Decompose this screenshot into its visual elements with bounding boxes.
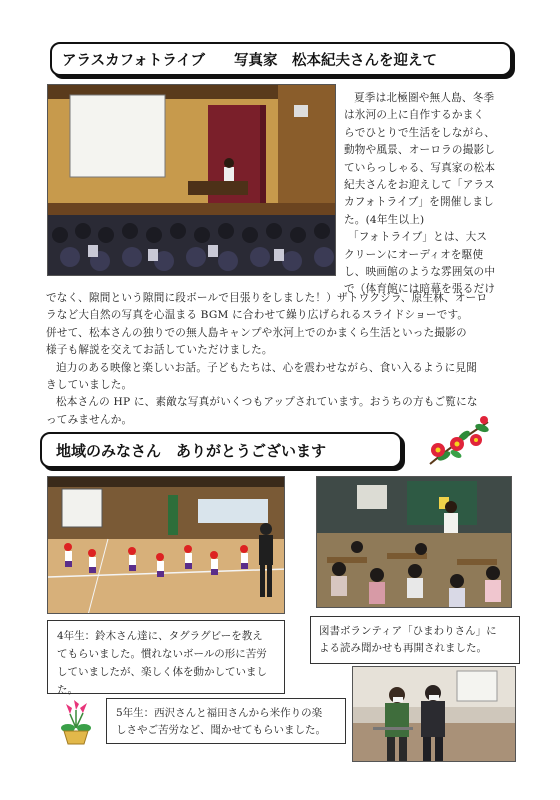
caption-line: しさやご苦労など、聞かせてもらいました。 — [116, 724, 326, 736]
text-line: 併せて、松本さんの独りでの無人島キャンプや氷河上でのかまくら生活といった撮影の — [46, 326, 467, 339]
text-line: 様子も解説を交えてお話していただけました。 — [46, 344, 273, 357]
text-line: 紀夫さんをお迎えして「アラス — [344, 179, 495, 192]
photo-tag-rugby — [47, 476, 285, 614]
text-line: 「フォトライブ」とは、大ス — [348, 231, 488, 244]
caption-grade4-tag-rugby — [47, 620, 285, 694]
text-line: ってみませんか。 — [46, 413, 133, 426]
section-title-photo-live — [50, 42, 512, 76]
camellia-flower-illustration — [424, 414, 494, 470]
text-line: きしていました。 — [46, 379, 133, 392]
caption-line: 図書ボランティア「ひまわりさん」に — [319, 625, 497, 637]
text-line: カフォトライブ」を開催しまし — [344, 196, 494, 209]
text-line: た。(4年生以上) — [344, 213, 425, 226]
photo-gym-presentation — [47, 84, 336, 276]
caption-line: していましたが、楽しく体を動かしていまし — [57, 666, 267, 678]
caption-line: てもらいました。慣れないボールの形に苦労 — [57, 648, 267, 660]
caption-library-volunteers — [310, 616, 520, 664]
text-line: 迫力のある映像と楽しいお話。子どもたちは、心を震わせながら、食い入るように見聞 — [56, 361, 477, 374]
caption-line: た。 — [57, 684, 78, 696]
caption-line: よる読み聞かせも再開されました。 — [319, 642, 487, 654]
text-line: クリーンにオーディオを駆使 — [344, 248, 484, 261]
text-line: 動物や風景、オーロラの撮影し — [344, 144, 496, 157]
text-line: で（体育館には暗幕を張るだけ — [344, 283, 496, 296]
caption-line: 5年生：西沢さんと福田さんから米作りの楽 — [116, 707, 323, 719]
text-line: し、映画館のような雰囲気の中 — [344, 266, 496, 279]
article-body-right-column — [344, 90, 520, 299]
article-body-full-width — [46, 290, 520, 429]
text-line: 夏季は北極圏や無人島、冬季 — [354, 92, 495, 104]
text-line: 松本さんの HP に、素敵な写真がいくつもアップされています。おうちの方もご覧にな — [56, 396, 478, 409]
section-title-text: 地域のみなさん ありがとうございます — [56, 441, 327, 460]
text-line: でなく、隙間という隙間に段ボールで目張りをしました！）ザトウクジラ、原生林、オーロ — [46, 292, 488, 304]
photo-library-reading — [316, 476, 512, 608]
section-title-text: アラスカフォトライブ 写真家 松本紀夫さんを迎えて — [62, 52, 437, 69]
caption-grade5-rice-farming — [106, 698, 346, 744]
text-line: らでひとりで生活をしながら、 — [344, 126, 496, 139]
section-title-thanks — [40, 432, 402, 468]
text-line: ていらっしゃる、写真家の松本 — [344, 161, 496, 174]
caption-line: 4年生：鈴木さん達に、タグラグビーを教え — [57, 630, 263, 642]
cyclamen-pot-illustration — [56, 700, 96, 746]
photo-rice-farming-talk — [352, 666, 516, 762]
text-line: ラなど大自然の写真を心温まる BGM に合わせて繰り広げられるスライドショーです。 — [46, 309, 469, 322]
text-line: は氷河の上に自作するかまく — [344, 109, 485, 122]
